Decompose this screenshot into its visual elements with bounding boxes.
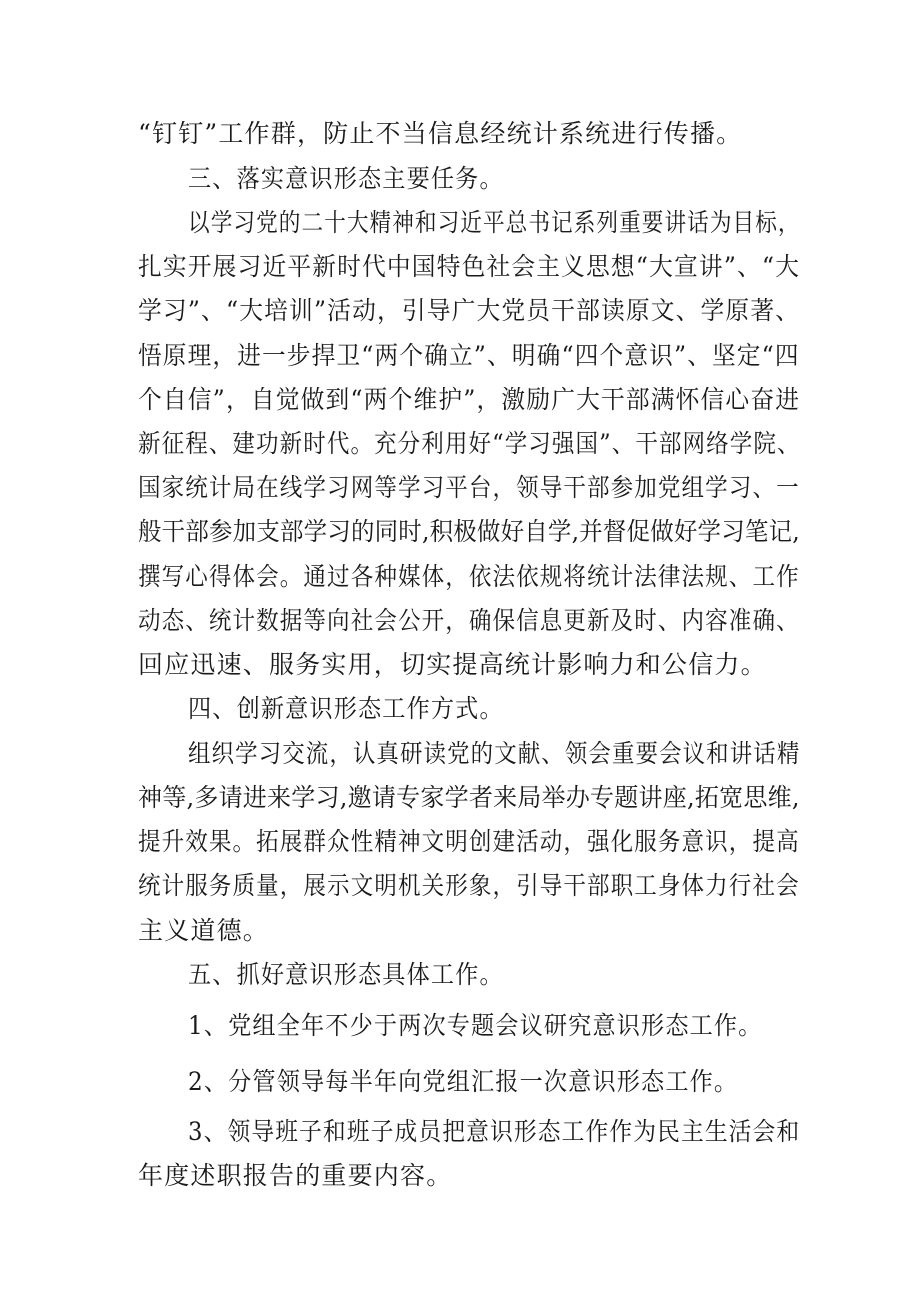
text-line: 组织学习交流，认真研读党的文献、领会重要会议和讲话精	[188, 739, 801, 768]
text-line: 动态、统计数据等向社会公开，确保信息更新及时、内容准确、	[138, 606, 800, 635]
text-line: 国家统计局在线学习网等学习平台，领导干部参加党组学习、一	[138, 473, 800, 502]
section-heading: 三、落实意识形态主要任务。	[188, 164, 504, 193]
text-line: “钉钉”工作群，防止不当信息经统计系统进行传播。	[138, 119, 743, 148]
list-item: 2、分管领导每半年向党组汇报一次意识形态工作。	[188, 1067, 739, 1096]
text-line: 以学习党的二十大精神和习近平总书记系列重要讲话为目标，	[188, 208, 801, 237]
text-line: 般干部参加支部学习的同时,积极做好自学,并督促做好学习笔记,	[138, 517, 800, 546]
text-line: 提升效果。拓展群众性精神文明创建活动，强化服务意识，提高	[138, 827, 800, 856]
text-line: 年度述职报告的重要内容。	[138, 1161, 453, 1190]
text-line: 回应迅速、服务实用，切实提高统计影响力和公信力。	[138, 650, 767, 679]
section-heading: 五、抓好意识形态具体工作。	[188, 960, 504, 989]
list-item: 1、党组全年不少于两次专题会议研究意识形态工作。	[188, 1011, 763, 1040]
text-line: 扎实开展习近平新时代中国特色社会主义思想“大宣讲”、“大	[138, 252, 801, 281]
list-item: 3、领导班子和班子成员把意识形态工作作为民主生活会和	[188, 1117, 801, 1146]
text-line: 学习”、“大培训”活动，引导广大党员干部读原文、学原著、	[138, 296, 801, 325]
text-line: 神等,多请进来学习,邀请专家学者来局举办专题讲座,拓宽思维,	[138, 783, 800, 812]
text-line: 统计服务质量，展示文明机关形象，引导干部职工身体力行社会	[138, 871, 800, 900]
text-line: 悟原理，进一步捍卫“两个确立”、明确“四个意识”、坚定“四	[138, 341, 800, 370]
text-line: 撰写心得体会。通过各种媒体，依法依规将统计法律法规、工作	[138, 562, 800, 591]
section-heading: 四、创新意识形态工作方式。	[188, 694, 504, 723]
text-line: 个自信”，自觉做到“两个维护”，激励广大干部满怀信心奋进	[138, 385, 801, 414]
text-line: 新征程、建功新时代。充分利用好“学习强国”、干部网络学院、	[138, 429, 801, 458]
text-line: 主义道德。	[138, 916, 270, 945]
